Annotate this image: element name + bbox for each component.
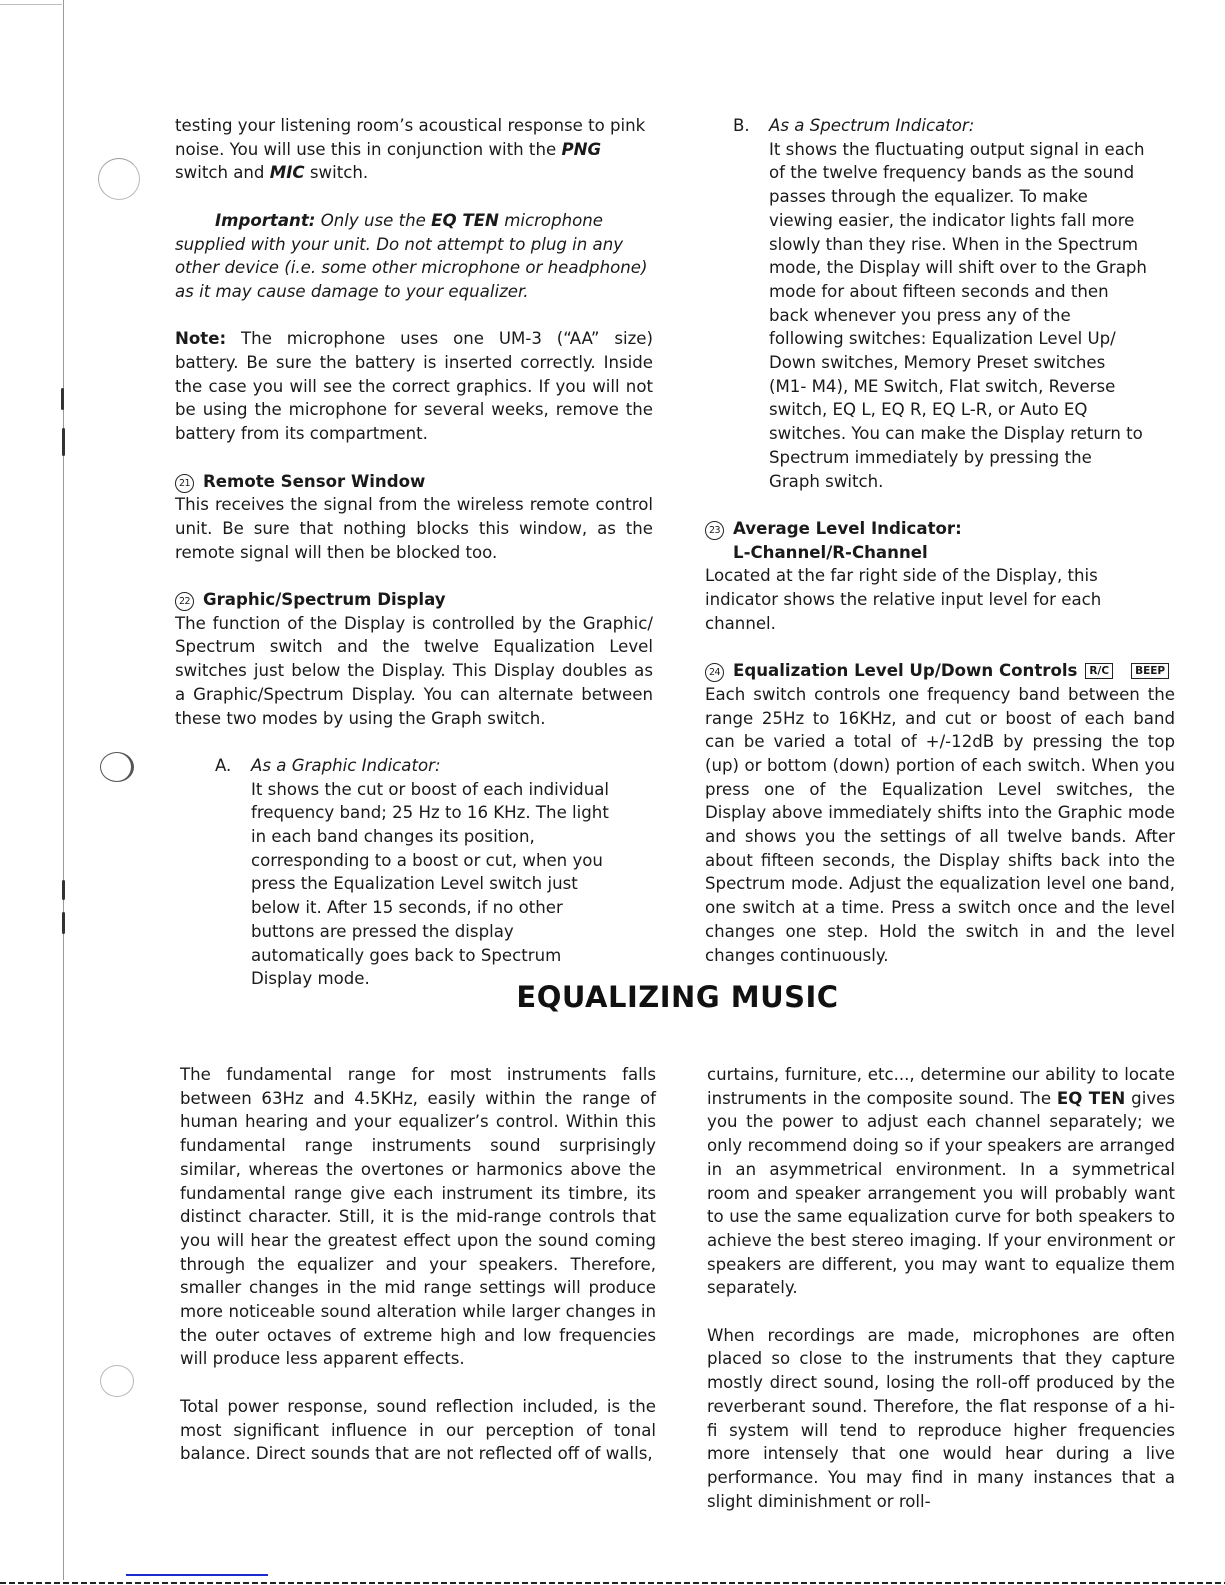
item-24-text: Each switch controls one frequency band between the range 25Hz to 16KHz, and cut or boost of each band can be varied a total of +/-12dB by pressing the top (up) or bottom (down) portion of each switch. When you press one of the Equalization Level switches, the Display above immediately shifts into the Graphic mode and shows you the settings of all twelve bands. After about fifteen seconds, the Display shifts back into the Spectrum mode. Adjust the equalization level one band, one switch at a time. Press a switch once and the level changes one step. Hold the switch in and the level changes continuously. xyxy=(705,684,1175,965)
item-21-text: This receives the signal from the wireless remote control unit. Be sure that nothing blocks this window, as the remote signal will then be blocked too. xyxy=(175,495,653,562)
body-paragraph: curtains, furniture, etc..., determine our ability to locate instruments in the composite sound. The EQ TEN gives you the power to adjust each channel separately; we only recommend doing so if your speakers are arranged in an asymmetrical environment. In a symmetrical room and speaker arrangement you will probably want to use the same equalization curve for both speakers to achieve the best stereo imaging. If your environment or speakers are different, you may want to equalize them separately. xyxy=(707,1065,1175,1298)
item-22-text: The function of the Display is controlled by the Graphic/ Spectrum switch and the twelve Equalization Level switches just below the Display. This Display doubles as a Graphic/Spectrum Display. You can alternate between these two modes by using the Graph switch. xyxy=(175,613,653,728)
item-22-title: Graphic/Spectrum Display xyxy=(203,590,446,609)
item-21-heading xyxy=(175,470,653,494)
binding-mark xyxy=(62,428,65,456)
right-column-top xyxy=(705,114,1175,967)
left-column-bottom xyxy=(180,1063,656,1466)
punch-hole-icon xyxy=(100,752,134,782)
binding-mark xyxy=(62,912,65,934)
punch-hole-icon xyxy=(100,1365,134,1397)
sub-item-b-title: As a Spectrum Indicator: xyxy=(769,116,975,135)
binding-mark xyxy=(61,388,64,410)
sub-item-a-text: It shows the cut or boost of each individual frequency band; 25 Hz to 16 KHz. The light in each band changes its position, corresponding to a boost or cut, when you press the Equalization Level switch just below it. After 15 seconds, if no other buttons are pressed the display automatically goes back to Spectrum Display mode. xyxy=(251,779,610,989)
sub-item-letter: B. xyxy=(733,116,750,135)
scan-edge-line xyxy=(0,4,62,5)
body-paragraph: Total power response, sound reflection included, is the most significant influence in our perception of tonal balance. Direct sounds that are not reflected off of walls, xyxy=(180,1396,656,1464)
section-title xyxy=(0,980,1225,1014)
body-paragraph: The fundamental range for most instruments falls between 63Hz and 4.5KHz, easily within the range of human hearing and your equalizer’s control. Within this fundamental range instruments sound surprisingly similar, whereas the overtones or harmonics above the fundamental range give each instrument its timbre, its distinct character. Still, it is the mid-range controls that you will hear the greatest effect upon the sound coming through the equalizer and your speakers. Therefore, smaller changes in the mid range settings will produce more noticeable sound alteration while larger changes in the outer octaves of extreme high and low frequencies will produce less apparent effects. xyxy=(180,1065,656,1369)
item-21-title: Remote Sensor Window xyxy=(203,471,426,491)
rc-badge: R/C xyxy=(1085,663,1113,679)
section-title-text: EQUALIZING MUSIC xyxy=(516,980,839,1014)
item-23-title: Average Level Indicator: xyxy=(733,518,962,538)
item-22-heading xyxy=(175,588,653,612)
body-paragraph: When recordings are made, microphones are often placed so close to the instruments that they capture mostly direct sound, losing the roll-off produced by the reverberant sound. Therefore, the flat response of a hi-fi system will tend to reproduce higher frequencies more intensely that one would hear during a live performance. You may find in many instances that a slight diminishment or roll- xyxy=(707,1325,1175,1511)
item-number-badge: 23 xyxy=(705,521,724,540)
item-23-heading xyxy=(705,517,1175,541)
sub-item-b xyxy=(733,114,1175,493)
item-number-badge: 22 xyxy=(175,592,194,611)
left-column-top xyxy=(175,114,653,991)
binding-mark xyxy=(62,880,65,900)
sub-item-letter: A. xyxy=(215,755,232,775)
sub-item-a-title: As a Graphic Indicator: xyxy=(251,755,441,775)
punch-hole-icon xyxy=(98,158,140,200)
important-paragraph: Important: Only use the EQ TEN microphone supplied with your unit. Do not attempt to plug in any other device (i.e. some other microphone or headphone) as it may cause damage to your equalizer. xyxy=(175,210,648,301)
item-23-subtitle: L-Channel/R-Channel xyxy=(733,542,928,562)
mic-switch-label: MIC xyxy=(269,163,305,183)
brand-name: EQ TEN xyxy=(431,210,499,230)
important-label: Important: xyxy=(215,210,316,230)
beep-badge: BEEP xyxy=(1131,663,1169,679)
intro-paragraph: testing your listening room’s acoustical response to pink noise. You will use this in conjunction with the PNG switch and MIC switch. xyxy=(175,116,646,183)
note-paragraph: Note: The microphone uses one UM-3 (“AA” size) battery. Be sure the battery is inserted correctly. Inside the case you will see the correct graphics. If you will not be using the microphone for several weeks, remove the battery from its compartment. xyxy=(175,329,653,444)
brand-name: EQ TEN xyxy=(1056,1088,1126,1108)
png-switch-label: PNG xyxy=(561,139,602,159)
sub-item-b-text: It shows the fluctuating output signal in each of the twelve frequency bands as the sound passes through the equalizer. To make viewing easier, the indicator lights fall more slowly than they rise. When in the Spectrum mode, the Display will shift over to the Graph mode for about fifteen seconds and then back whenever you press any of the following switches: Equalization Level Up/ Down switches, Memory Preset switches (M1- M4), ME Switch, Flat switch, Reverse switch, EQ L, EQ R, EQ L-R, or Auto EQ switches. You can make the Display return to Spectrum immediately by pressing the Graph switch. xyxy=(769,139,1147,491)
right-column-bottom xyxy=(707,1063,1175,1513)
scan-blue-line xyxy=(126,1574,268,1576)
item-23-text: Located at the far right side of the Display, this indicator shows the relative input level for each channel. xyxy=(705,566,1102,633)
binding-margin-line xyxy=(63,0,64,1580)
item-24-title: Equalization Level Up/Down Controls xyxy=(733,661,1078,681)
item-24-heading xyxy=(705,659,1175,683)
sub-item-a xyxy=(215,754,653,991)
item-number-badge: 24 xyxy=(705,663,724,682)
item-number-badge: 21 xyxy=(175,474,194,493)
scan-bottom-edge xyxy=(0,1582,1225,1584)
note-label: Note: xyxy=(175,329,227,349)
